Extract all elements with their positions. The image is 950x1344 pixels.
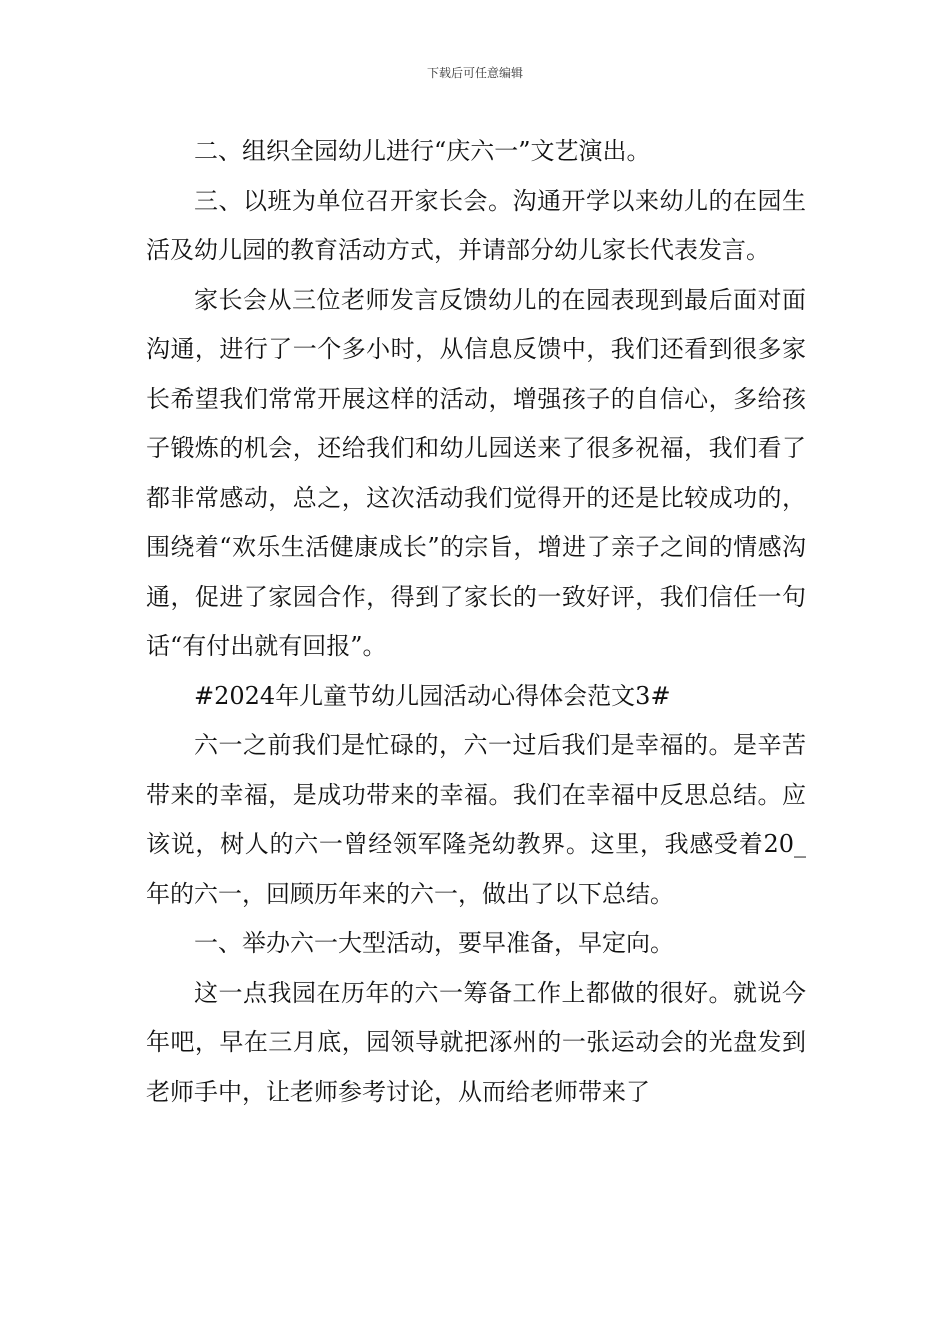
paragraph-point-one: 一、举办六一大型活动，要早准备，早定向。 [194, 929, 674, 957]
paragraph-preparation: 这一点我园在历年的六一筹备工作上都做的很好。就说今年吧，早在三月底，园领导就把涿州的一张运动会的光盘发到老师手中，让老师参考讨论，从而给老师带来了 [146, 978, 806, 1106]
paragraph-performance: 二、组织全园幼儿进行“庆六一”文艺演出。 [194, 137, 651, 165]
paragraph-reflection: 六一之前我们是忙碌的，六一过后我们是幸福的。是辛苦带来的幸福，是成功带来的幸福。我们在幸福中反思总结。应该说，树人的六一曾经领军隆尧幼教界。这里，我感受着20_年的六一，回顾历年来的六一，做出了以下总结。 [146, 731, 806, 908]
page-header: 下载后可任意编辑 [426, 66, 523, 80]
paragraph-parent-meeting: 三、以班为单位召开家长会。沟通开学以来幼儿的在园生活及幼儿园的教育活动方式，并请部分幼儿家长代表发言。 [146, 186, 806, 264]
document-body [146, 127, 806, 1117]
paragraph-meeting-summary: 家长会从三位老师发言反馈幼儿的在园表现到最后面对面沟通，进行了一个多小时，从信息反馈中，我们还看到很多家长希望我们常常开展这样的活动，增强孩子的自信心，多给孩子锻炼的机会，还给我们和幼儿园送来了很多祝福，我们看了都非常感动，总之，这次活动我们觉得开的还是比较成功的，围绕着“欢乐生活健康成长”的宗旨，增进了亲子之间的情感沟通，促进了家园合作，得到了家长的一致好评，我们信任一句话“有付出就有回报”。 [146, 285, 806, 660]
section-heading: #2024年儿童节幼儿园活动心得体会范文3# [194, 681, 671, 710]
